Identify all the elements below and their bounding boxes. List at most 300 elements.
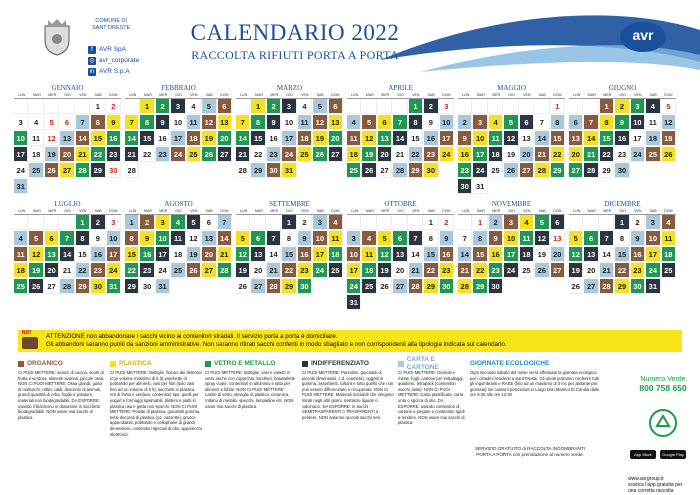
day-cell: 15	[140, 131, 154, 146]
day-cell: 28	[600, 279, 614, 294]
day-cell: 27	[251, 279, 265, 294]
day-cell: 19	[313, 131, 327, 146]
day-cell: 9	[156, 115, 170, 130]
day-cell: 17	[171, 131, 185, 146]
day-cell: 22	[140, 147, 154, 162]
day-cell: 31	[14, 179, 28, 194]
day-cell: 1	[76, 215, 90, 230]
day-cell: 1	[424, 215, 438, 230]
day-cell: 1	[409, 99, 423, 114]
weekday-label: DOM	[553, 209, 562, 213]
day-cell: 29	[282, 279, 296, 294]
instagram-icon: ◎	[89, 57, 95, 64]
day-cell: 30	[424, 163, 438, 178]
empty-cell	[458, 99, 472, 114]
month-name: GENNAIO	[51, 84, 84, 92]
weekday-label: MER	[48, 209, 57, 213]
day-cell: 26	[362, 163, 376, 178]
day-cell: 25	[14, 279, 28, 294]
empty-cell	[14, 215, 28, 230]
month-novembre	[458, 200, 565, 294]
empty-cell	[29, 215, 43, 230]
day-cell: 23	[440, 263, 454, 278]
empty-cell	[378, 99, 392, 114]
day-cell: 13	[218, 115, 232, 130]
day-cell: 18	[187, 131, 201, 146]
day-cell: 19	[535, 247, 549, 262]
day-cell: 29	[615, 279, 629, 294]
day-cell: 8	[424, 231, 438, 246]
day-cell: 27	[520, 163, 534, 178]
weekday-header	[236, 93, 343, 98]
comune-label	[92, 18, 130, 31]
month-days	[14, 98, 121, 194]
month-name: NOVEMBRE	[491, 200, 532, 208]
weekday-label: LUN	[129, 209, 137, 213]
weekday-header	[236, 209, 343, 214]
day-cell: 15	[251, 131, 265, 146]
day-cell: 14	[584, 131, 598, 146]
color-swatch-icon	[110, 361, 116, 367]
month-ottobre	[347, 200, 454, 310]
empty-cell	[251, 215, 265, 230]
day-cell: 8	[125, 231, 139, 246]
day-cell: 9	[489, 231, 503, 246]
day-cell: 30	[631, 279, 645, 294]
day-cell: 26	[236, 279, 250, 294]
month-days	[236, 98, 343, 178]
day-cell: 17	[440, 131, 454, 146]
instagram-link[interactable]: ◎ avr_corporate	[89, 57, 140, 64]
weekday-label: GIO	[286, 209, 293, 213]
day-cell: 6	[218, 99, 232, 114]
day-cell: 26	[313, 147, 327, 162]
day-cell: 16	[458, 147, 472, 162]
weekday-header	[347, 209, 454, 214]
day-cell: 19	[45, 147, 59, 162]
day-cell: 25	[329, 263, 343, 278]
day-cell: 26	[29, 279, 43, 294]
day-cell: 24	[107, 263, 121, 278]
day-cell: 14	[600, 247, 614, 262]
empty-cell	[347, 215, 361, 230]
google-play-button[interactable]: Google Play	[660, 450, 686, 459]
weekday-label: SAB	[427, 93, 435, 97]
day-cell: 11	[187, 115, 201, 130]
month-name: GIUGNO	[608, 84, 637, 92]
day-cell: 17	[282, 131, 296, 146]
day-cell: 11	[29, 131, 43, 146]
day-cell: 30	[107, 163, 121, 178]
weekday-label: MER	[492, 93, 501, 97]
day-cell: 7	[393, 115, 407, 130]
day-cell: 5	[662, 99, 676, 114]
day-cell: 8	[409, 115, 423, 130]
weekday-label: DOM	[109, 209, 118, 213]
weekday-label: LUN	[573, 209, 581, 213]
day-cell: 4	[29, 115, 43, 130]
day-cell: 26	[504, 163, 518, 178]
day-cell: 16	[156, 131, 170, 146]
weekday-label: VEN	[79, 209, 87, 213]
day-cell: 29	[125, 279, 139, 294]
weekday-label: GIO	[397, 93, 404, 97]
day-cell: 2	[489, 215, 503, 230]
section-title	[205, 360, 297, 368]
day-cell: 12	[569, 247, 583, 262]
day-cell: 5	[504, 115, 518, 130]
day-cell: 7	[458, 231, 472, 246]
day-cell: 24	[473, 163, 487, 178]
weekday-label: GIO	[64, 209, 71, 213]
day-cell: 17	[504, 247, 518, 262]
day-cell: 14	[409, 247, 423, 262]
day-cell: 24	[347, 279, 361, 294]
day-cell: 2	[107, 99, 121, 114]
website-link[interactable]: www.avrgroup.it	[628, 476, 664, 482]
weekday-label: GIO	[64, 93, 71, 97]
day-cell: 5	[535, 215, 549, 230]
month-days	[569, 98, 676, 178]
day-cell: 6	[202, 215, 216, 230]
weekday-label: DOM	[553, 93, 562, 97]
day-cell: 3	[156, 215, 170, 230]
empty-cell	[393, 99, 407, 114]
weekday-header	[569, 93, 676, 98]
weekday-label: GIO	[286, 93, 293, 97]
month-luglio	[14, 200, 121, 294]
day-cell: 12	[202, 115, 216, 130]
day-cell: 12	[29, 247, 43, 262]
section-title	[18, 360, 106, 368]
weekday-label: SAB	[538, 93, 546, 97]
day-cell: 18	[646, 131, 660, 146]
section-text: CI PUOI METTERE: Bottiglie, flaconi dei detersivi (con volume massimo di 5 lt) vaschette di polistirolo per alimenti, vasi per fiori (solo vasi fino ad un volume di 5 lt), sacchetti in plastica, reti di frutta e verdura, contenitori tipo: quelli per yogurt e formaggi spalmabili, blisters e piatti in plastica usa e getta non sporchi. NON CI PUOI METTERE: Posate di plastica, giocattoli gomma, tessi decorati di plastica (cd, cassette), grucce appendiabiti, polistirolo e cellophane di grandi dimensioni, contenitori speciali di olio, apparecchi elettronici.	[110, 370, 202, 437]
day-cell: 23	[140, 263, 154, 278]
day-cell: 3	[440, 99, 454, 114]
day-cell: 21	[60, 263, 74, 278]
month-name: DICEMBRE	[604, 200, 641, 208]
section-title-text: PLASTICA	[119, 360, 152, 367]
day-cell: 4	[646, 99, 660, 114]
day-cell: 25	[489, 163, 503, 178]
day-cell: 23	[424, 147, 438, 162]
day-cell: 29	[76, 279, 90, 294]
app-note: scarica l'app gratuita per una corretta raccolta	[628, 482, 683, 494]
weekday-label: MAR	[143, 93, 152, 97]
day-cell: 7	[218, 215, 232, 230]
empty-cell	[520, 99, 534, 114]
weekday-label: LUN	[573, 93, 581, 97]
day-cell: 30	[440, 279, 454, 294]
day-cell: 6	[378, 115, 392, 130]
month-maggio	[458, 84, 565, 194]
day-cell: 3	[631, 99, 645, 114]
day-cell: 11	[171, 231, 185, 246]
weekday-label: LUN	[462, 209, 470, 213]
empty-cell	[489, 99, 503, 114]
app-store-button[interactable]: App Store	[630, 450, 656, 459]
weekday-label: LUN	[240, 93, 248, 97]
day-cell: 25	[187, 147, 201, 162]
day-cell: 9	[107, 115, 121, 130]
weekday-label: VEN	[190, 209, 198, 213]
weekday-label: MER	[270, 209, 279, 213]
day-cell: 24	[313, 263, 327, 278]
day-cell: 13	[251, 247, 265, 262]
day-cell: 27	[45, 279, 59, 294]
day-cell: 1	[473, 215, 487, 230]
comune-line1: COMUNE DI	[95, 18, 127, 24]
day-cell: 14	[236, 131, 250, 146]
month-name: AGOSTO	[164, 200, 193, 208]
day-cell: 29	[551, 163, 565, 178]
day-cell: 29	[251, 163, 265, 178]
empty-cell	[60, 215, 74, 230]
day-cell: 21	[393, 147, 407, 162]
day-cell: 30	[615, 163, 629, 178]
day-cell: 20	[60, 147, 74, 162]
day-cell: 18	[329, 247, 343, 262]
day-cell: 6	[569, 115, 583, 130]
day-cell: 3	[646, 215, 660, 230]
day-cell: 10	[646, 231, 660, 246]
day-cell: 11	[646, 115, 660, 130]
day-cell: 6	[393, 231, 407, 246]
day-cell: 6	[251, 231, 265, 246]
section-title-text: VETRO E METALLO	[214, 360, 276, 367]
day-cell: 26	[187, 263, 201, 278]
empty-cell	[458, 215, 472, 230]
day-cell: 22	[91, 147, 105, 162]
day-cell: 6	[520, 115, 534, 130]
weekday-label: MAR	[476, 93, 485, 97]
day-cell: 20	[45, 263, 59, 278]
section-text: CI PUOI METTERE: Pannolini, giocattoli di piccole dimensioni, c.d. cosmetici, oggetti in gomma, assorbenti, collant e tutto quello che non può essere differenziato o recuperato. NON CI PUOI METTERE: Materiali riciclabili che vengono ritirati negli altri giorni, sostanze liquide o calcinacci. DA ESPORRE: in sacchi SEMITRASPARENTI o TRASPARENTI a perdere. NON saranno raccolti sacchi neri.	[302, 370, 394, 420]
month-days	[347, 214, 454, 310]
day-cell: 23	[267, 147, 281, 162]
empty-cell	[29, 99, 43, 114]
day-cell: 9	[91, 231, 105, 246]
day-cell: 8	[473, 231, 487, 246]
day-cell: 4	[298, 99, 312, 114]
weekday-label: SAB	[649, 93, 657, 97]
linkedin-icon: in	[89, 68, 95, 75]
day-cell: 8	[600, 115, 614, 130]
day-cell: 20	[378, 147, 392, 162]
day-cell: 3	[313, 215, 327, 230]
day-cell: 4	[362, 231, 376, 246]
day-cell: 2	[156, 99, 170, 114]
day-cell: 30	[91, 279, 105, 294]
eco-text: Ogni secondo sabato del mese verrà effettuata la giornata ecologica per i cittadini residenti a Sant'Oreste. Gli utenti potranno conferire tutti gli ingombranti e RAEE (fino ad un massimo di 3 mc per abitante per giornata) nei cassoni posizionati in Largo Don Marinoi Di Candia dalle ore 8:30 alle ore 12:30	[470, 370, 600, 398]
weekday-label: VEN	[634, 209, 642, 213]
weekday-label: MAR	[587, 93, 596, 97]
weekday-label: MER	[603, 209, 612, 213]
weekday-label: LUN	[18, 209, 26, 213]
day-cell: 14	[125, 131, 139, 146]
day-cell: 14	[393, 131, 407, 146]
day-cell: 19	[187, 247, 201, 262]
empty-cell	[600, 215, 614, 230]
day-cell: 6	[329, 99, 343, 114]
month-name: LUGLIO	[54, 200, 81, 208]
day-cell: 16	[298, 247, 312, 262]
trash-bag-icon	[22, 337, 38, 349]
day-cell: 19	[202, 131, 216, 146]
day-cell: 20	[520, 147, 534, 162]
day-cell: 25	[29, 163, 43, 178]
day-cell: 2	[440, 215, 454, 230]
day-cell: 25	[646, 147, 660, 162]
day-cell: 13	[393, 247, 407, 262]
day-cell: 27	[569, 163, 583, 178]
day-cell: 20	[584, 263, 598, 278]
day-cell: 16	[424, 131, 438, 146]
day-cell: 19	[378, 263, 392, 278]
day-cell: 31	[347, 295, 361, 310]
servizio-note: SERVIZIO GRATUITO di RACCOLTA INGOMBRANTI PORTA A PORTA con prenotazione al numero verde.	[475, 446, 585, 457]
day-cell: 8	[140, 115, 154, 130]
day-cell: 1	[551, 99, 565, 114]
page-title: CALENDARIO 2022	[190, 20, 400, 45]
linkedin-link[interactable]: in AVR S.p.A	[89, 68, 130, 75]
day-cell: 2	[458, 115, 472, 130]
day-cell: 1	[140, 99, 154, 114]
day-cell: 2	[615, 99, 629, 114]
page-title-block	[160, 20, 430, 63]
day-cell: 25	[298, 147, 312, 162]
day-cell: 31	[473, 179, 487, 194]
day-cell: 2	[140, 215, 154, 230]
day-cell: 18	[662, 247, 676, 262]
day-cell: 20	[329, 131, 343, 146]
day-cell: 4	[187, 99, 201, 114]
color-swatch-icon	[398, 361, 404, 367]
day-cell: 7	[125, 115, 139, 130]
recycle-icon	[648, 408, 678, 438]
day-cell: 23	[631, 263, 645, 278]
empty-cell	[504, 99, 518, 114]
section-title-text: ORGANICO	[27, 360, 63, 367]
day-cell: 22	[600, 147, 614, 162]
day-cell: 22	[76, 263, 90, 278]
day-cell: 11	[329, 231, 343, 246]
empty-cell	[236, 215, 250, 230]
day-cell: 22	[615, 263, 629, 278]
day-cell: 16	[440, 247, 454, 262]
day-cell: 12	[236, 247, 250, 262]
warning-line2: Gli abbandoni saranno puniti da sanzioni amministrative. Non saranno ritirati sacchi conferiti in modo sbagliato e non corrispondenti alla tipologia indicata sul calendario.	[46, 341, 507, 348]
day-cell: 6	[45, 231, 59, 246]
weekday-label: VEN	[301, 93, 309, 97]
day-cell: 17	[156, 247, 170, 262]
weekday-label: DOM	[331, 209, 340, 213]
empty-cell	[409, 215, 423, 230]
day-cell: 25	[662, 263, 676, 278]
day-cell: 10	[107, 231, 121, 246]
day-cell: 4	[171, 215, 185, 230]
day-cell: 21	[76, 147, 90, 162]
empty-cell	[378, 215, 392, 230]
day-cell: 7	[267, 231, 281, 246]
day-cell: 22	[251, 147, 265, 162]
month-days	[458, 214, 565, 294]
day-cell: 15	[76, 247, 90, 262]
weekday-label: DOM	[220, 209, 229, 213]
empty-cell	[473, 99, 487, 114]
day-cell: 18	[489, 147, 503, 162]
day-cell: 10	[631, 115, 645, 130]
day-cell: 26	[535, 263, 549, 278]
weekday-label: DOM	[331, 93, 340, 97]
weekday-label: LUN	[351, 93, 359, 97]
day-cell: 11	[14, 247, 28, 262]
day-cell: 23	[615, 147, 629, 162]
day-cell: 24	[171, 147, 185, 162]
day-cell: 28	[60, 279, 74, 294]
weekday-label: LUN	[462, 93, 470, 97]
section-text: CI PUOI METTERE: avanzi di cucina, scarti di frutta e verdura, alimenti avariati, piccole ossa. NON CI PUOI METTERE: Ossa grandi, gusci di molluschi, rottini caldi, deiezioni di animali, grandi quantità di erba, foglie e potature, materiali non biodegradabili. DA ESPORRE: usando il bidoncino in dotazione in sacchetti biodegradabili. NON usare mai sacchi di plastica.	[18, 370, 105, 420]
day-cell: 12	[45, 131, 59, 146]
numero-verde[interactable]	[628, 376, 698, 393]
day-cell: 27	[551, 263, 565, 278]
day-cell: 29	[424, 279, 438, 294]
day-cell: 18	[171, 247, 185, 262]
day-cell: 17	[14, 147, 28, 162]
month-days	[125, 214, 232, 294]
day-cell: 4	[489, 115, 503, 130]
weekday-label: LUN	[18, 93, 26, 97]
day-cell: 1	[600, 99, 614, 114]
month-days	[458, 98, 565, 194]
weekday-label: MER	[159, 93, 168, 97]
section-title	[302, 360, 394, 368]
day-cell: 12	[378, 247, 392, 262]
month-days	[569, 214, 676, 294]
month-name: MAGGIO	[497, 84, 526, 92]
day-cell: 27	[60, 163, 74, 178]
month-days	[236, 214, 343, 294]
day-cell: 8	[76, 231, 90, 246]
facebook-link[interactable]: f AVR SpA	[88, 44, 139, 55]
weekday-label: VEN	[412, 209, 420, 213]
day-cell: 16	[91, 247, 105, 262]
weekday-label: SAB	[205, 93, 213, 97]
section-organico	[18, 360, 106, 420]
weekday-label: VEN	[523, 209, 531, 213]
day-cell: 26	[202, 147, 216, 162]
day-cell: 17	[347, 263, 361, 278]
empty-cell	[393, 215, 407, 230]
day-cell: 15	[551, 131, 565, 146]
day-cell: 27	[378, 163, 392, 178]
weekday-label: VEN	[79, 93, 87, 97]
day-cell: 7	[409, 231, 423, 246]
day-cell: 24	[14, 163, 28, 178]
day-cell: 12	[313, 115, 327, 130]
weekday-label: DOM	[664, 93, 673, 97]
day-cell: 10	[504, 231, 518, 246]
day-cell: 18	[29, 147, 43, 162]
day-cell: 25	[520, 263, 534, 278]
weekday-header	[347, 93, 454, 98]
month-name: MARZO	[276, 84, 303, 92]
day-cell: 22	[551, 147, 565, 162]
weekday-header	[125, 209, 232, 214]
weekday-label: DOM	[220, 93, 229, 97]
day-cell: 31	[646, 279, 660, 294]
